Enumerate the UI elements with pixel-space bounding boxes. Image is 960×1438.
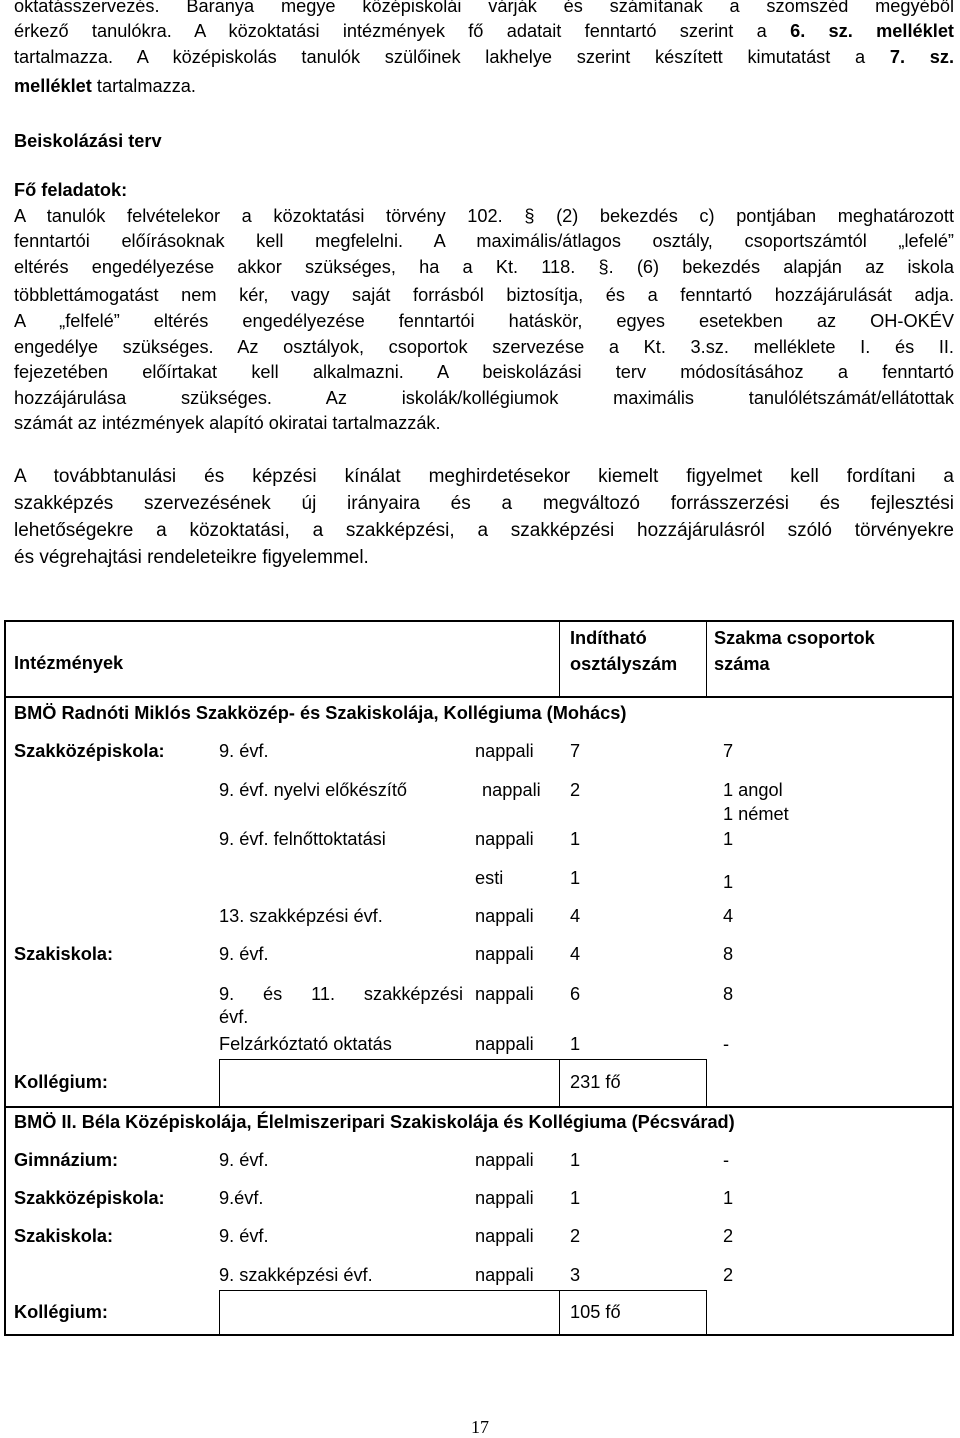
table-cell-groups: 1: [723, 829, 734, 849]
table-cell-classes: 6: [570, 984, 581, 1004]
intro-line-3: tartalmazza. A középiskolás tanulók szülőinek lakhelye szerint készített kimutatást a 7. sz.: [14, 47, 954, 67]
table-cell-grade: 9.évf.: [219, 1188, 264, 1208]
intro-line-1: oktatásszervezés. Baranya megye középiskolái várják és számítanak a szomszéd megyéből: [14, 0, 954, 16]
table-cell-grade: 9. évf. nyelvi előkészítő: [219, 780, 408, 800]
table-cell-grade: 9. évf.: [219, 944, 269, 964]
category-label: Szakközépiskola:: [14, 1188, 165, 1208]
table-cell-classes: 2: [570, 1226, 581, 1246]
table-cell-groups: 7: [723, 741, 734, 761]
cell-border: [219, 1290, 707, 1291]
table-cell-groups: -: [723, 1150, 730, 1170]
table-cell-grade: 9. évf.: [219, 1150, 269, 1170]
table-cell-mode: nappali: [475, 829, 534, 849]
table-cell-classes: 4: [570, 906, 581, 926]
table-cell-classes: 1: [570, 1188, 581, 1208]
table-cell-classes: 3: [570, 1265, 581, 1285]
table-cell-grade: 13. szakképzési évf.: [219, 906, 383, 926]
section-line: fenntartói előírásoknak kell megfelelni. A maximális/átlagos osztály, csoportszámtól „lefelé”: [14, 231, 954, 251]
header-classes-line1: Indítható: [570, 628, 647, 648]
section-line: eltérés engedélyezése akkor szükséges, ha a Kt. 118. §. (6) bekezdés alapján az iskola: [14, 257, 954, 277]
table-cell-grade: Felzárkóztató oktatás: [219, 1034, 392, 1054]
cell-border: [219, 1290, 220, 1336]
table-cell-mode: nappali: [475, 1150, 534, 1170]
paragraph2-line: lehetőségekre a közoktatási, a szakképzési, a szakképzési hozzájárulásról szóló törvényekre: [14, 520, 954, 541]
table-cell-mode: nappali: [475, 1226, 534, 1246]
table-cell-mode: nappali: [475, 1188, 534, 1208]
table-cell-classes: 7: [570, 741, 581, 761]
section-line: A „felfelé” eltérés engedélyezése fenntartói hatáskör, egyes esetekben az OH-OKÉV: [14, 311, 954, 331]
page-number: 17: [471, 1417, 489, 1437]
table-cell-groups: 1: [723, 872, 734, 892]
section-line: számát az intézmények alapító okiratai tartalmazzák.: [14, 413, 441, 433]
category-label: Kollégium:: [14, 1072, 108, 1092]
table-cell-mode: esti: [475, 868, 504, 888]
section-title: Beiskolázási terv: [14, 131, 162, 151]
table-cell-groups: 1: [723, 1188, 734, 1208]
institution-name: BMÖ II. Béla Középiskolája, Élelmiszeripari Szakiskolája és Kollégiuma (Pécsvárad): [14, 1112, 735, 1132]
table-cell-classes: 4: [570, 944, 581, 964]
paragraph2-line: A továbbtanulási és képzési kínálat meghirdetésekor kiemelt figyelmet kell fordítani a: [14, 466, 954, 487]
table-cell-classes: 1: [570, 829, 581, 849]
paragraph2-line: és végrehajtási rendeleteikre figyelemmel.: [14, 547, 369, 568]
header-divider: [559, 622, 560, 696]
table-cell-mode: nappali: [475, 1034, 534, 1054]
table-cell-groups: 1 német: [723, 804, 789, 824]
table-cell-mode: nappali: [482, 780, 541, 800]
table-cell-mode: nappali: [475, 741, 534, 761]
table-cell-grade: 9. évf.: [219, 1226, 269, 1246]
section-subtitle: Fő feladatok:: [14, 180, 128, 200]
cell-border: [706, 1290, 707, 1336]
table-cell-grade: 9. évf.: [219, 741, 269, 761]
section-line: A tanulók felvételekor a közoktatási törvény 102. § (2) bekezdés c) pontjában meghatározott: [14, 206, 954, 226]
table-cell-classes: 1: [570, 868, 581, 888]
cell-border: [559, 1290, 560, 1336]
header-divider: [706, 622, 707, 696]
institutions-table: [4, 620, 954, 1336]
table-cell-groups: 2: [723, 1226, 734, 1246]
section-line: fejezetében előírtakat kell alkalmazni. A beiskolázási terv módosításához a fenntartó: [14, 362, 954, 382]
header-groups-line2: száma: [714, 654, 770, 674]
category-label: Szakközépiskola:: [14, 741, 165, 761]
table-cell-grade-cont: évf.: [219, 1007, 249, 1027]
kollegium-capacity: 105 fő: [570, 1302, 621, 1322]
header-institutions: Intézmények: [14, 653, 124, 673]
header-rule: [6, 696, 952, 698]
table-cell-groups: 8: [723, 944, 734, 964]
table-cell-mode: nappali: [475, 1265, 534, 1285]
section-line: engedélye szükséges. Az osztályok, csoportok szervezése a Kt. 3.sz. melléklete I. és II.: [14, 337, 954, 357]
section-line: többlettámogatást nem kér, vagy saját forrásból biztosítja, és a fenntartó hozzájárulását adja.: [14, 285, 954, 305]
table-cell-classes: 2: [570, 780, 581, 800]
cell-border: [219, 1059, 707, 1060]
table-cell-grade: 9. és 11. szakképzési: [219, 984, 463, 1004]
table-cell-groups: 1 angol: [723, 780, 783, 800]
table-cell-groups: 4: [723, 906, 734, 926]
category-label: Kollégium:: [14, 1302, 108, 1322]
table-cell-groups: 2: [723, 1265, 734, 1285]
institution-name: BMÖ Radnóti Miklós Szakközép- és Szakiskolája, Kollégiuma (Mohács): [14, 703, 627, 723]
section-line: hozzájárulása szükséges. Az iskolák/kollégiumok maximális tanulólétszámát/ellátottak: [14, 388, 954, 408]
header-classes-line2: osztályszám: [570, 654, 678, 674]
table-cell-mode: nappali: [475, 944, 534, 964]
cell-border: [219, 1059, 220, 1106]
cell-border: [559, 1059, 560, 1106]
intro-line-2: érkező tanulókra. A közoktatási intézmények fő adatait fenntartó szerint a 6. sz. melléklet: [14, 21, 954, 41]
table-cell-mode: nappali: [475, 906, 534, 926]
kollegium-capacity: 231 fő: [570, 1072, 621, 1092]
table-cell-classes: 1: [570, 1150, 581, 1170]
table-cell-groups: 8: [723, 984, 734, 1004]
section-rule: [6, 1106, 952, 1108]
table-cell-grade: 9. szakképzési évf.: [219, 1265, 373, 1285]
table-cell-grade: 9. évf. felnőttoktatási: [219, 829, 386, 849]
table-cell-classes: 1: [570, 1034, 581, 1054]
category-label: Gimnázium:: [14, 1150, 119, 1170]
paragraph2-line: szakképzés szervezésének új irányaira és a megváltozó forrásszerzési és fejlesztési: [14, 493, 954, 514]
header-groups-line1: Szakma csoportok: [714, 628, 875, 648]
table-cell-mode: nappali: [475, 984, 534, 1004]
table-cell-groups: -: [723, 1034, 730, 1054]
category-label: Szakiskola:: [14, 1226, 114, 1246]
cell-border: [706, 1059, 707, 1106]
category-label: Szakiskola:: [14, 944, 114, 964]
intro-line-4: melléklet tartalmazza.: [14, 76, 196, 96]
